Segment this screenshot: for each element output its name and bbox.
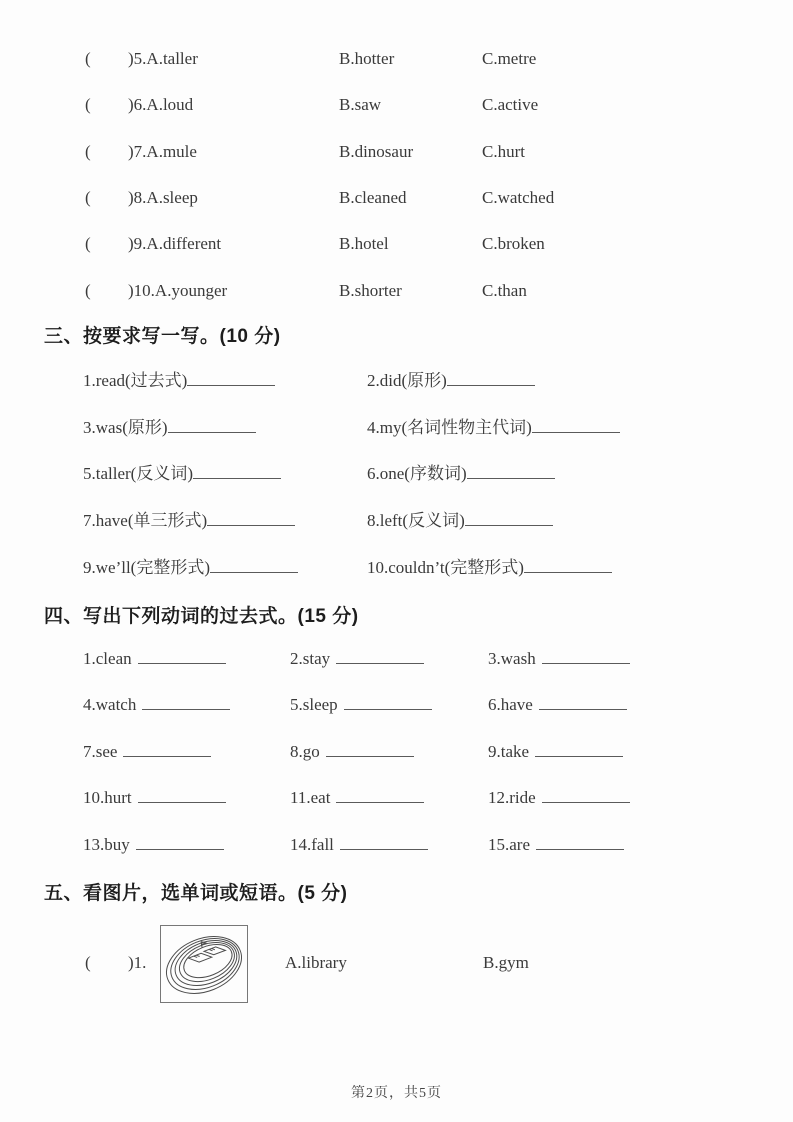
- verb-label: 12.ride: [488, 788, 536, 807]
- verb-item: [488, 694, 627, 716]
- answer-blank: [142, 696, 230, 710]
- verb-label: 6.have: [488, 695, 533, 714]
- section-three-title: 三、按要求写一写。(10 分): [44, 326, 281, 347]
- option-b: B.hotter: [339, 49, 395, 68]
- fill-label: 1.read(过去式): [83, 371, 188, 390]
- answer-blank: [340, 836, 428, 850]
- option-c: C.broken: [482, 234, 545, 253]
- option-a: )10.A.younger: [128, 281, 228, 300]
- answer-blank: [535, 743, 623, 757]
- fill-item: [367, 510, 553, 532]
- answer-bracket: (: [85, 142, 91, 161]
- choice-row-7: [0, 141, 793, 165]
- answer-bracket: (: [85, 234, 91, 253]
- page-number-footer: 第2页，共5页: [351, 1086, 442, 1101]
- verb-label: 8.go: [290, 742, 320, 761]
- fill-item: [83, 417, 256, 439]
- answer-blank: [193, 465, 281, 479]
- choice-row-6: [0, 94, 793, 118]
- option-c: C.watched: [482, 188, 555, 207]
- choice-row-10: [0, 280, 793, 304]
- answer-blank: [465, 512, 553, 526]
- answer-blank: [123, 743, 211, 757]
- verb-item: [290, 648, 424, 670]
- fill-label: 6.one(序数词): [367, 464, 467, 483]
- picture-choice-row: [0, 952, 793, 976]
- answer-blank: [136, 836, 224, 850]
- answer-blank: [539, 696, 627, 710]
- answer-blank: [187, 372, 275, 386]
- answer-blank: [210, 559, 298, 573]
- choice-row-9: [0, 233, 793, 257]
- answer-blank: [138, 789, 226, 803]
- fill-item: [367, 557, 612, 579]
- option-b: B.dinosaur: [339, 142, 414, 161]
- verb-item: [488, 834, 624, 856]
- verb-item: [83, 787, 226, 809]
- fill-row: [0, 463, 793, 487]
- option-a: )8.A.sleep: [128, 188, 198, 207]
- option-a: A.library: [285, 953, 347, 972]
- answer-blank: [467, 465, 555, 479]
- verb-label: 2.stay: [290, 649, 331, 668]
- answer-blank: [168, 419, 256, 433]
- verb-label: 15.are: [488, 835, 531, 854]
- option-c: C.hurt: [482, 142, 525, 161]
- answer-bracket: (: [85, 953, 91, 972]
- choice-row-8: [0, 187, 793, 211]
- option-b: B.cleaned: [339, 188, 407, 207]
- answer-blank: [542, 650, 630, 664]
- item-number: )1.: [128, 953, 147, 972]
- fill-label: 10.couldn’t(完整形式): [367, 558, 524, 577]
- fill-label: 3.was(原形): [83, 418, 168, 437]
- option-a: )7.A.mule: [128, 142, 197, 161]
- answer-blank: [536, 836, 624, 850]
- fill-item: [83, 510, 295, 532]
- verb-item: [290, 787, 424, 809]
- option-c: C.metre: [482, 49, 537, 68]
- fill-item: [367, 370, 535, 392]
- answer-bracket: (: [85, 49, 91, 68]
- verb-label: 10.hurt: [83, 788, 132, 807]
- verb-label: 9.take: [488, 742, 530, 761]
- verb-item: [83, 741, 211, 763]
- verb-label: 13.buy: [83, 835, 130, 854]
- option-c: C.active: [482, 95, 539, 114]
- answer-blank: [207, 512, 295, 526]
- fill-label: 2.did(原形): [367, 371, 447, 390]
- verb-label: 7.see: [83, 742, 118, 761]
- answer-blank: [344, 696, 432, 710]
- verb-row: [0, 648, 793, 672]
- fill-label: 4.my(名词性物主代词): [367, 418, 532, 437]
- verb-item: [290, 834, 428, 856]
- verb-label: 11.eat: [290, 788, 331, 807]
- answer-blank: [542, 789, 630, 803]
- choice-row-5: [0, 48, 793, 72]
- option-a: )9.A.different: [128, 234, 222, 253]
- fill-item: [367, 417, 620, 439]
- fill-row: [0, 370, 793, 394]
- verb-label: 4.watch: [83, 695, 137, 714]
- fill-item: [367, 463, 555, 485]
- verb-label: 5.sleep: [290, 695, 338, 714]
- answer-blank: [336, 650, 424, 664]
- answer-bracket: (: [85, 188, 91, 207]
- fill-row: [0, 557, 793, 581]
- verb-label: 1.clean: [83, 649, 132, 668]
- verb-item: [290, 694, 432, 716]
- verb-item: [488, 648, 630, 670]
- verb-label: 3.wash: [488, 649, 536, 668]
- answer-blank: [336, 789, 424, 803]
- fill-item: [83, 370, 275, 392]
- fill-label: 7.have(单三形式): [83, 511, 208, 530]
- verb-item: [83, 694, 230, 716]
- section-five-title: 五、看图片，选单词或短语。(5 分): [44, 883, 348, 904]
- option-b: B.gym: [483, 953, 529, 972]
- answer-blank: [326, 743, 414, 757]
- fill-label: 5.taller(反义词): [83, 464, 193, 483]
- verb-row: [0, 834, 793, 858]
- fill-label: 9.we’ll(完整形式): [83, 558, 211, 577]
- verb-row: [0, 787, 793, 811]
- verb-item: [83, 648, 226, 670]
- section-four-title: 四、写出下列动词的过去式。(15 分): [44, 606, 359, 627]
- answer-blank: [447, 372, 535, 386]
- verb-label: 14.fall: [290, 835, 334, 854]
- answer-bracket: (: [85, 281, 91, 300]
- fill-row: [0, 510, 793, 534]
- option-a: )6.A.loud: [128, 95, 194, 114]
- verb-item: [83, 834, 224, 856]
- option-b: B.saw: [339, 95, 382, 114]
- fill-item: [83, 557, 298, 579]
- verb-row: [0, 741, 793, 765]
- verb-item: [488, 741, 623, 763]
- answer-blank: [524, 559, 612, 573]
- fill-label: 8.left(反义词): [367, 511, 465, 530]
- answer-blank: [138, 650, 226, 664]
- answer-bracket: (: [85, 95, 91, 114]
- fill-item: [83, 463, 281, 485]
- verb-item: [488, 787, 630, 809]
- option-c: C.than: [482, 281, 527, 300]
- option-a: )5.A.taller: [128, 49, 198, 68]
- verb-item: [290, 741, 414, 763]
- option-b: B.shorter: [339, 281, 402, 300]
- fill-row: [0, 417, 793, 441]
- answer-blank: [532, 419, 620, 433]
- option-b: B.hotel: [339, 234, 389, 253]
- verb-row: [0, 694, 793, 718]
